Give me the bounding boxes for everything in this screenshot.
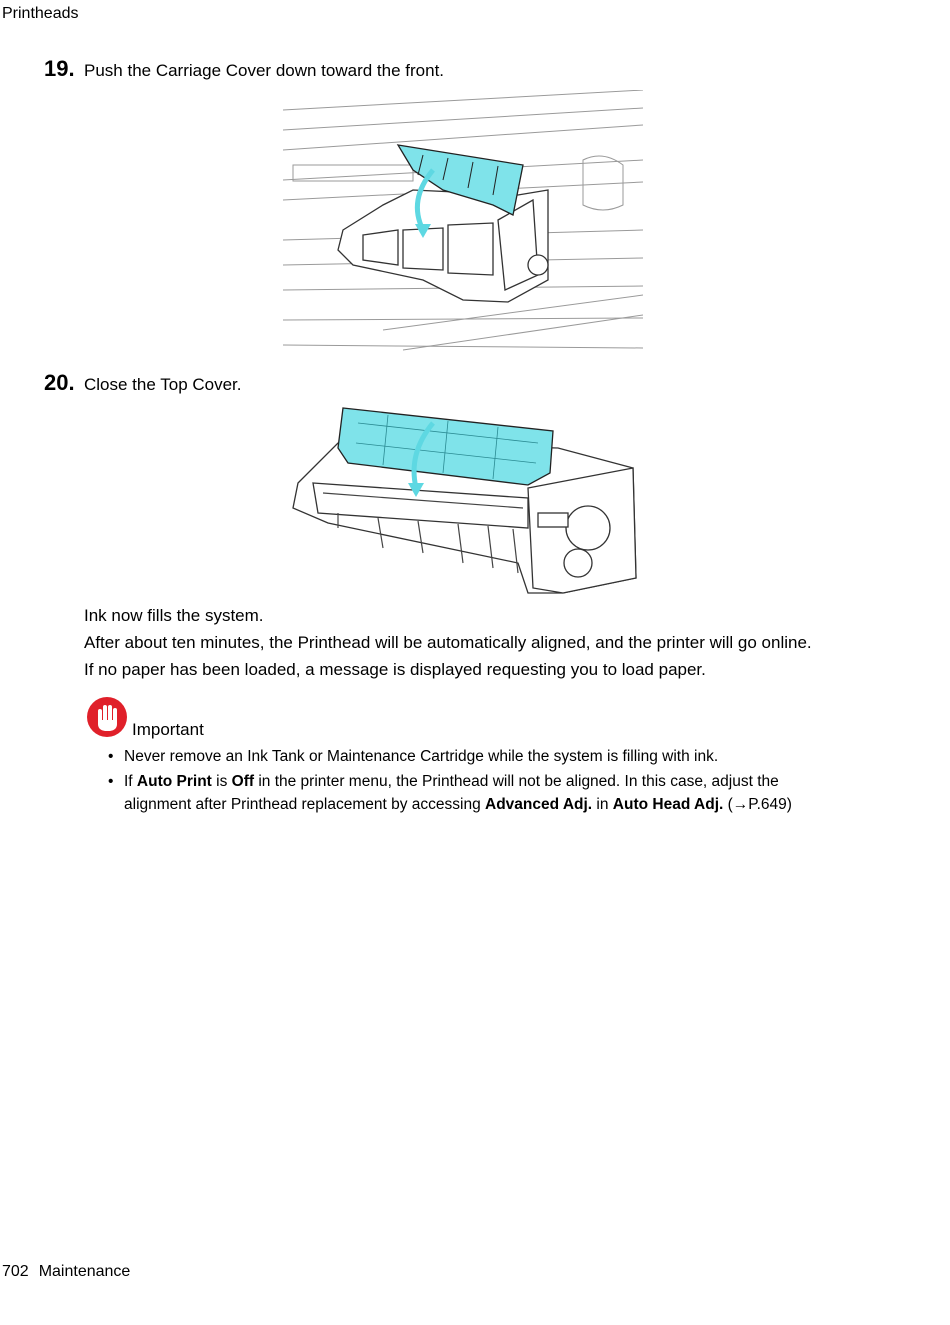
step-19 xyxy=(44,56,444,82)
paragraph: After about ten minutes, the Printhead will be automatically aligned, and the printer will go online. xyxy=(84,633,812,652)
paragraph: Ink now fills the system. xyxy=(84,606,264,625)
menu-auto-head-adj: Auto Head Adj. xyxy=(612,796,724,813)
page-reference-link[interactable]: (→P.649) xyxy=(723,796,792,813)
bullet-item: • Never remove an Ink Tank or Maintenance Cartridge while the system is filling with ink. xyxy=(108,748,719,765)
step-number: 20. xyxy=(44,370,75,395)
step-text: Push the Carriage Cover down toward the front. xyxy=(84,61,445,80)
setting-off: Off xyxy=(231,773,255,790)
step-20 xyxy=(44,370,242,396)
paragraph: If no paper has been loaded, a message is displayed requesting you to load paper. xyxy=(84,660,706,679)
bullet-item: • If Auto Print is Off in the printer menu, the Printhead will not be aligned. In this case, adjust the alignment after Printhead replacement by accessing Advanced Adj. in Auto Head Adj. (→P.649) xyxy=(108,773,792,813)
page-footer xyxy=(2,1263,140,1281)
carriage-cover-illustration xyxy=(283,90,643,360)
important-bullets xyxy=(108,745,848,818)
chapter-name: Maintenance xyxy=(38,1263,131,1280)
top-cover-illustration xyxy=(288,403,640,598)
bullet-text: Never remove an Ink Tank or Maintenance Cartridge while the system is filling with ink. xyxy=(124,748,719,765)
page-number: 702 xyxy=(2,1263,29,1280)
important-title: Important xyxy=(132,720,204,739)
setting-auto-print: Auto Print xyxy=(136,773,212,790)
step-number: 19. xyxy=(44,56,75,81)
step-text: Close the Top Cover. xyxy=(84,375,242,394)
important-hand-icon xyxy=(86,696,128,738)
bullet-text: If Auto Print is Off in the printer menu, the Printhead will not be aligned. In this case, adjust the alignment after Printhead replacement by accessing Advanced Adj. in Auto Head Adj. (→P.649) xyxy=(124,773,792,813)
menu-advanced-adj: Advanced Adj. xyxy=(485,796,593,813)
page-header: Printheads xyxy=(2,5,79,22)
